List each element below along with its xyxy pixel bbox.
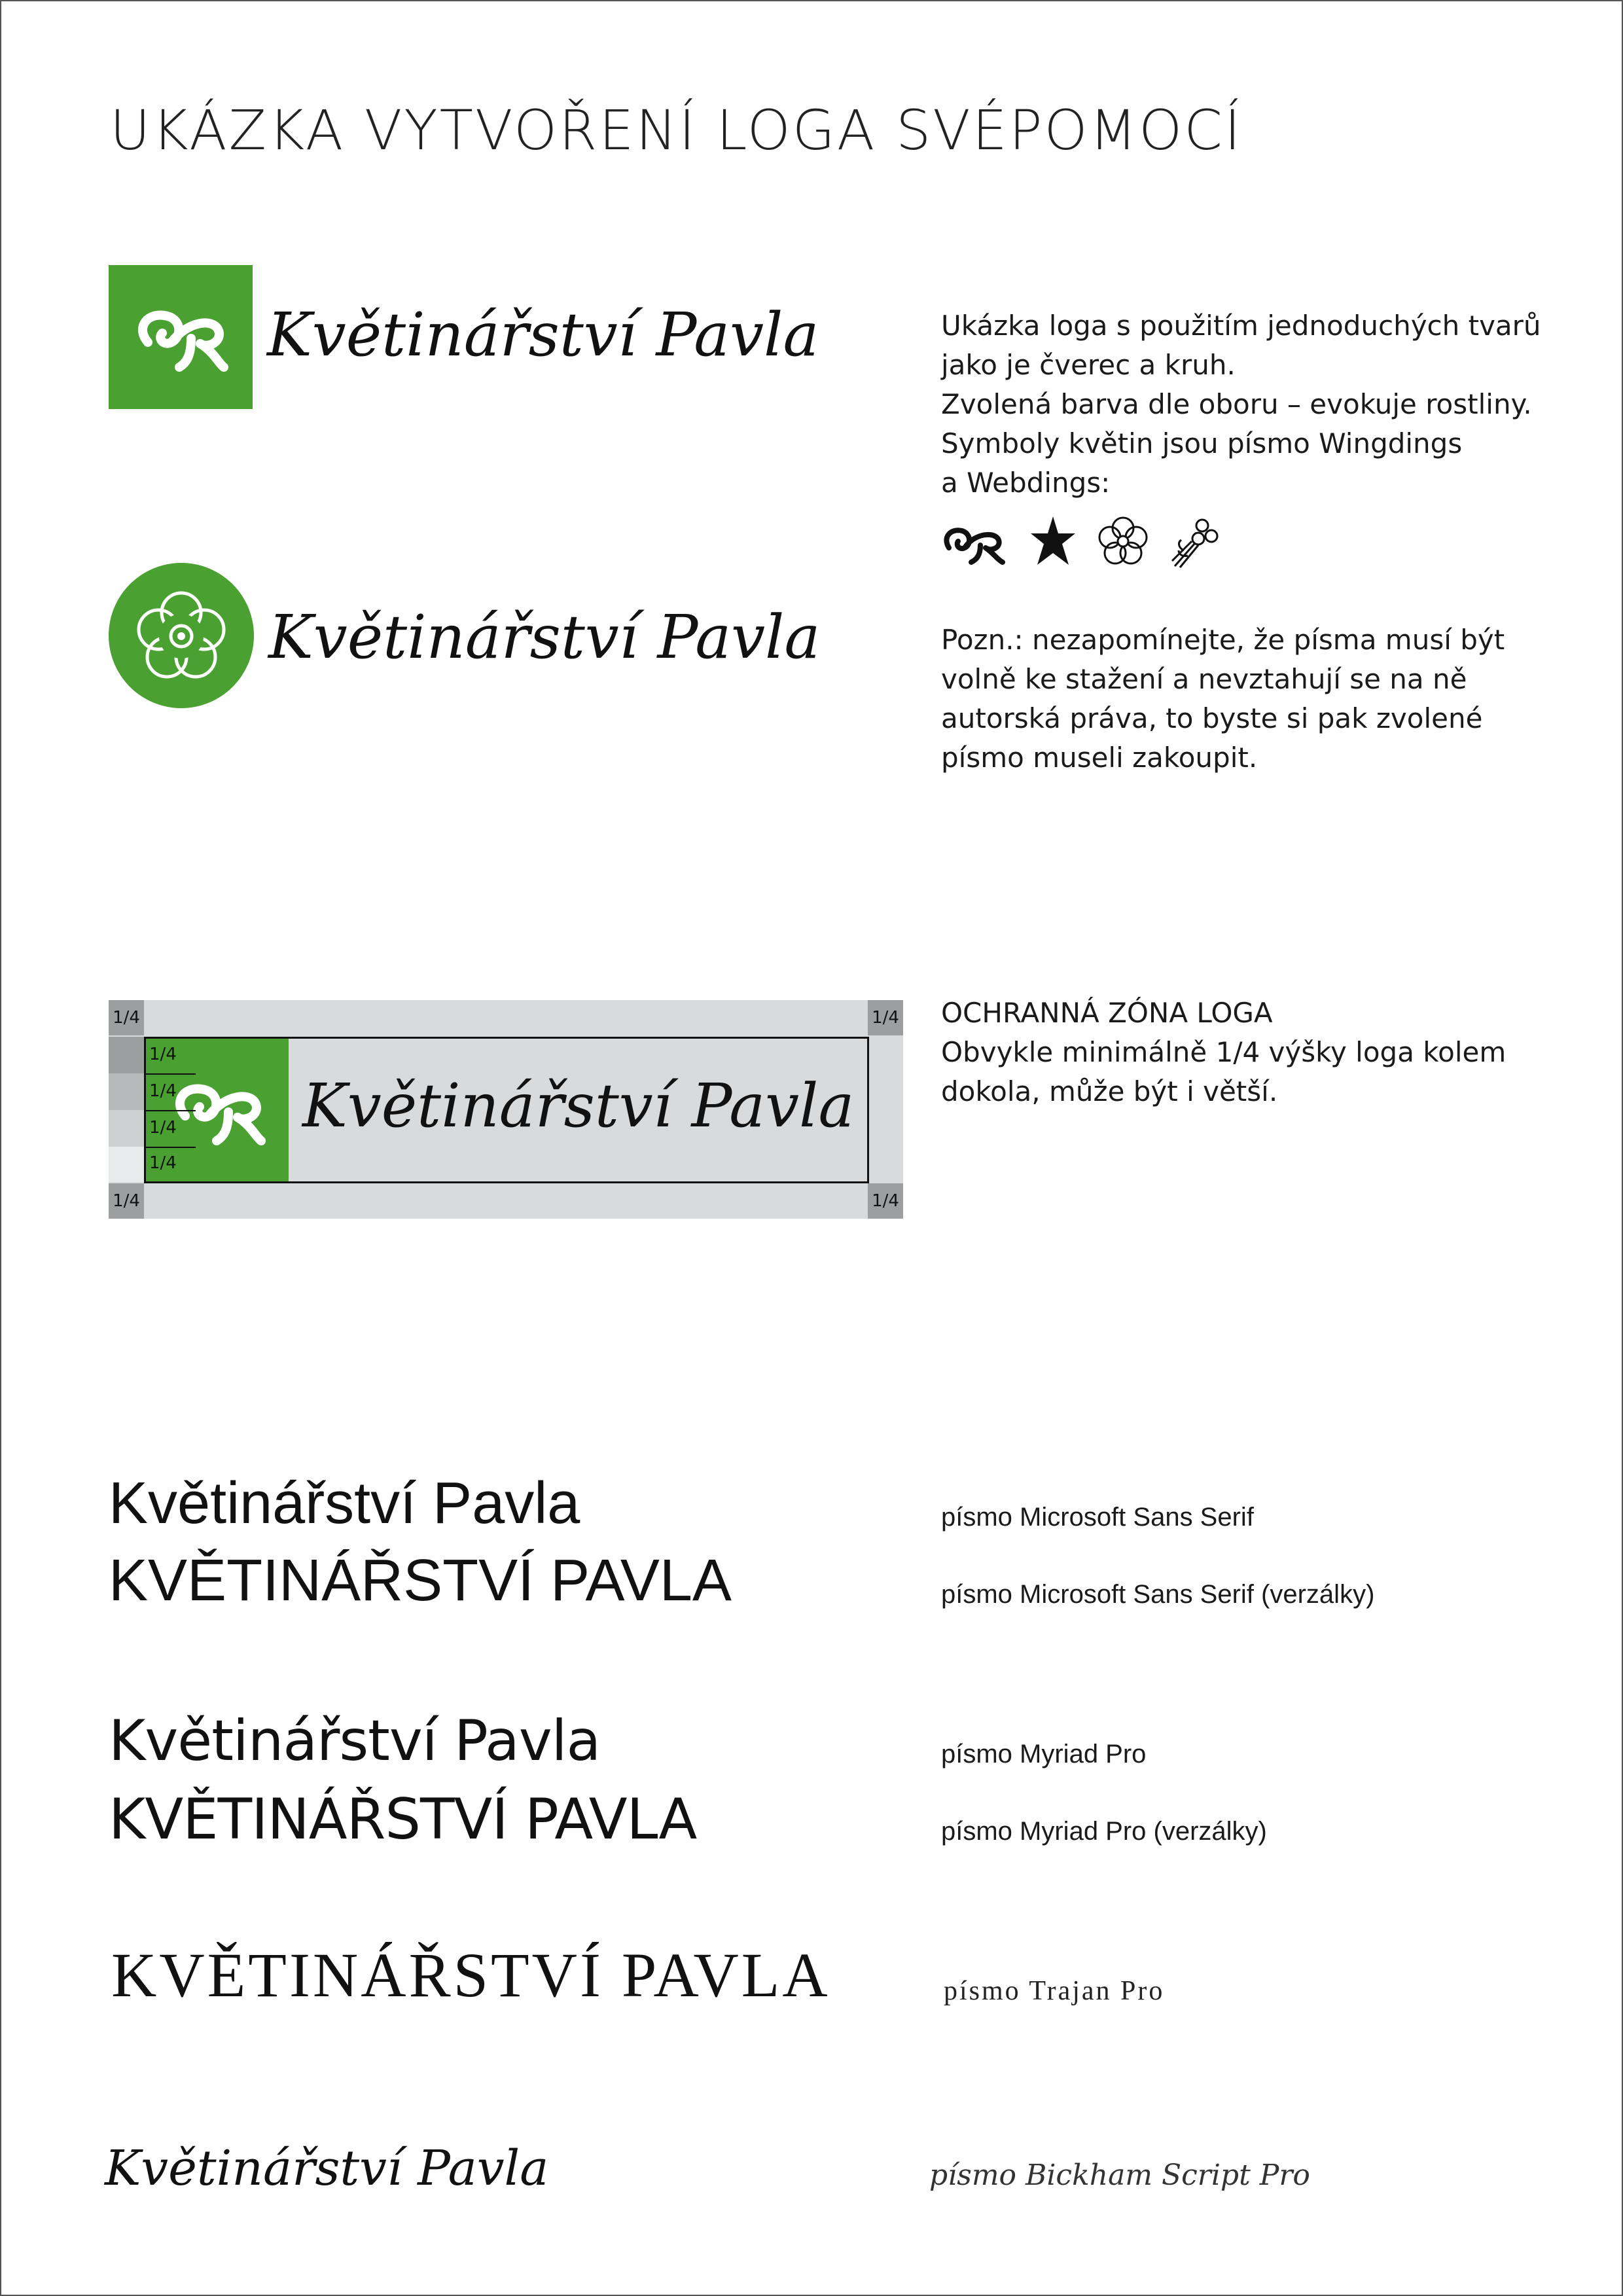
quarter-label: 1/4 [149, 1081, 177, 1101]
six-point-star-icon [1028, 514, 1078, 569]
zone-corner-top-right: 1/4 [868, 1000, 903, 1035]
sample-myriad-caps: KVĚTINÁŘSTVÍ PAVLA [109, 1787, 697, 1852]
zone-corner-bottom-left: 1/4 [109, 1183, 144, 1219]
quarter-divider [146, 1110, 196, 1111]
logo-wordmark-circle: Květinářství Pavla [268, 602, 821, 672]
symbols-row [940, 514, 1238, 569]
sample-label: písmo Bickham Script Pro [929, 2159, 1310, 2192]
page-title: UKÁZKA VYTVOŘENÍ LOGA SVÉPOMOCÍ [110, 98, 1243, 162]
quarter-divider [146, 1147, 196, 1148]
description-line: Ukázka loga s použitím jednoduchých tvarů [941, 310, 1541, 342]
logo-wordmark-square: Květinářství Pavla [267, 300, 819, 370]
description-line: jako je čverec a kruh. [941, 349, 1236, 381]
zone-strip [109, 1147, 144, 1182]
sample-sans-serif: Květinářství Pavla [109, 1471, 580, 1536]
quarter-divider [146, 1073, 196, 1075]
sample-sans-serif-caps: KVĚTINÁŘSTVÍ PAVLA [109, 1548, 732, 1613]
sample-label: písmo Myriad Pro (verzálky) [941, 1817, 1267, 1846]
ornament-icon [940, 514, 1010, 569]
logo-circle-mark [109, 563, 254, 708]
description-line: a Webdings: [941, 467, 1111, 499]
protection-zone-text [941, 994, 1569, 1111]
sample-label: písmo Microsoft Sans Serif (verzálky) [941, 1580, 1375, 1609]
protection-zone-line: Obvykle minimálně 1/4 výšky loga kolem [941, 1036, 1507, 1068]
flower-outline-icon [1096, 514, 1150, 569]
note-line: autorská práva, to byste si pak zvolené [941, 702, 1483, 734]
zone-corner-top-left: 1/4 [109, 1000, 144, 1035]
sample-label: písmo Microsoft Sans Serif [941, 1503, 1254, 1532]
note-line: volně ke stažení a nevztahují se na ně [941, 663, 1467, 695]
logo-square-mark [109, 265, 253, 409]
quarter-label: 1/4 [149, 1045, 177, 1064]
zone-strip [109, 1037, 144, 1073]
description-line: Symboly květin jsou písmo Wingdings [941, 427, 1463, 459]
logo-description [941, 306, 1569, 503]
zone-corner-bottom-right: 1/4 [868, 1183, 903, 1219]
description-line: Zvolená barva dle oboru – evokuje rostliny. [941, 388, 1532, 420]
font-license-note [941, 620, 1569, 778]
protection-zone-heading: OCHRANNÁ ZÓNA LOGA [941, 997, 1273, 1029]
flower-icon [109, 563, 254, 708]
protection-zone-line: dokola, může být i větší. [941, 1075, 1278, 1107]
bouquet-icon [1168, 514, 1223, 569]
quarter-label: 1/4 [149, 1153, 177, 1173]
sample-bickham: Květinářství Pavla [105, 2140, 549, 2197]
note-line: Pozn.: nezapomínejte, že písma musí být [941, 624, 1505, 656]
zone-strip [109, 1110, 144, 1147]
ornament-icon [109, 265, 253, 409]
sample-myriad: Květinářství Pavla [109, 1708, 601, 1774]
sample-label: písmo Myriad Pro [941, 1740, 1147, 1768]
sample-trajan: KVĚTINÁŘSTVÍ PAVLA [111, 1940, 830, 2010]
zone-strip [109, 1073, 144, 1110]
zone-logo-wordmark: Květinářství Pavla [302, 1071, 855, 1141]
note-line: písmo museli zakoupit. [941, 742, 1258, 774]
sample-label: písmo Trajan Pro [944, 1976, 1165, 2006]
quarter-label: 1/4 [149, 1118, 177, 1138]
